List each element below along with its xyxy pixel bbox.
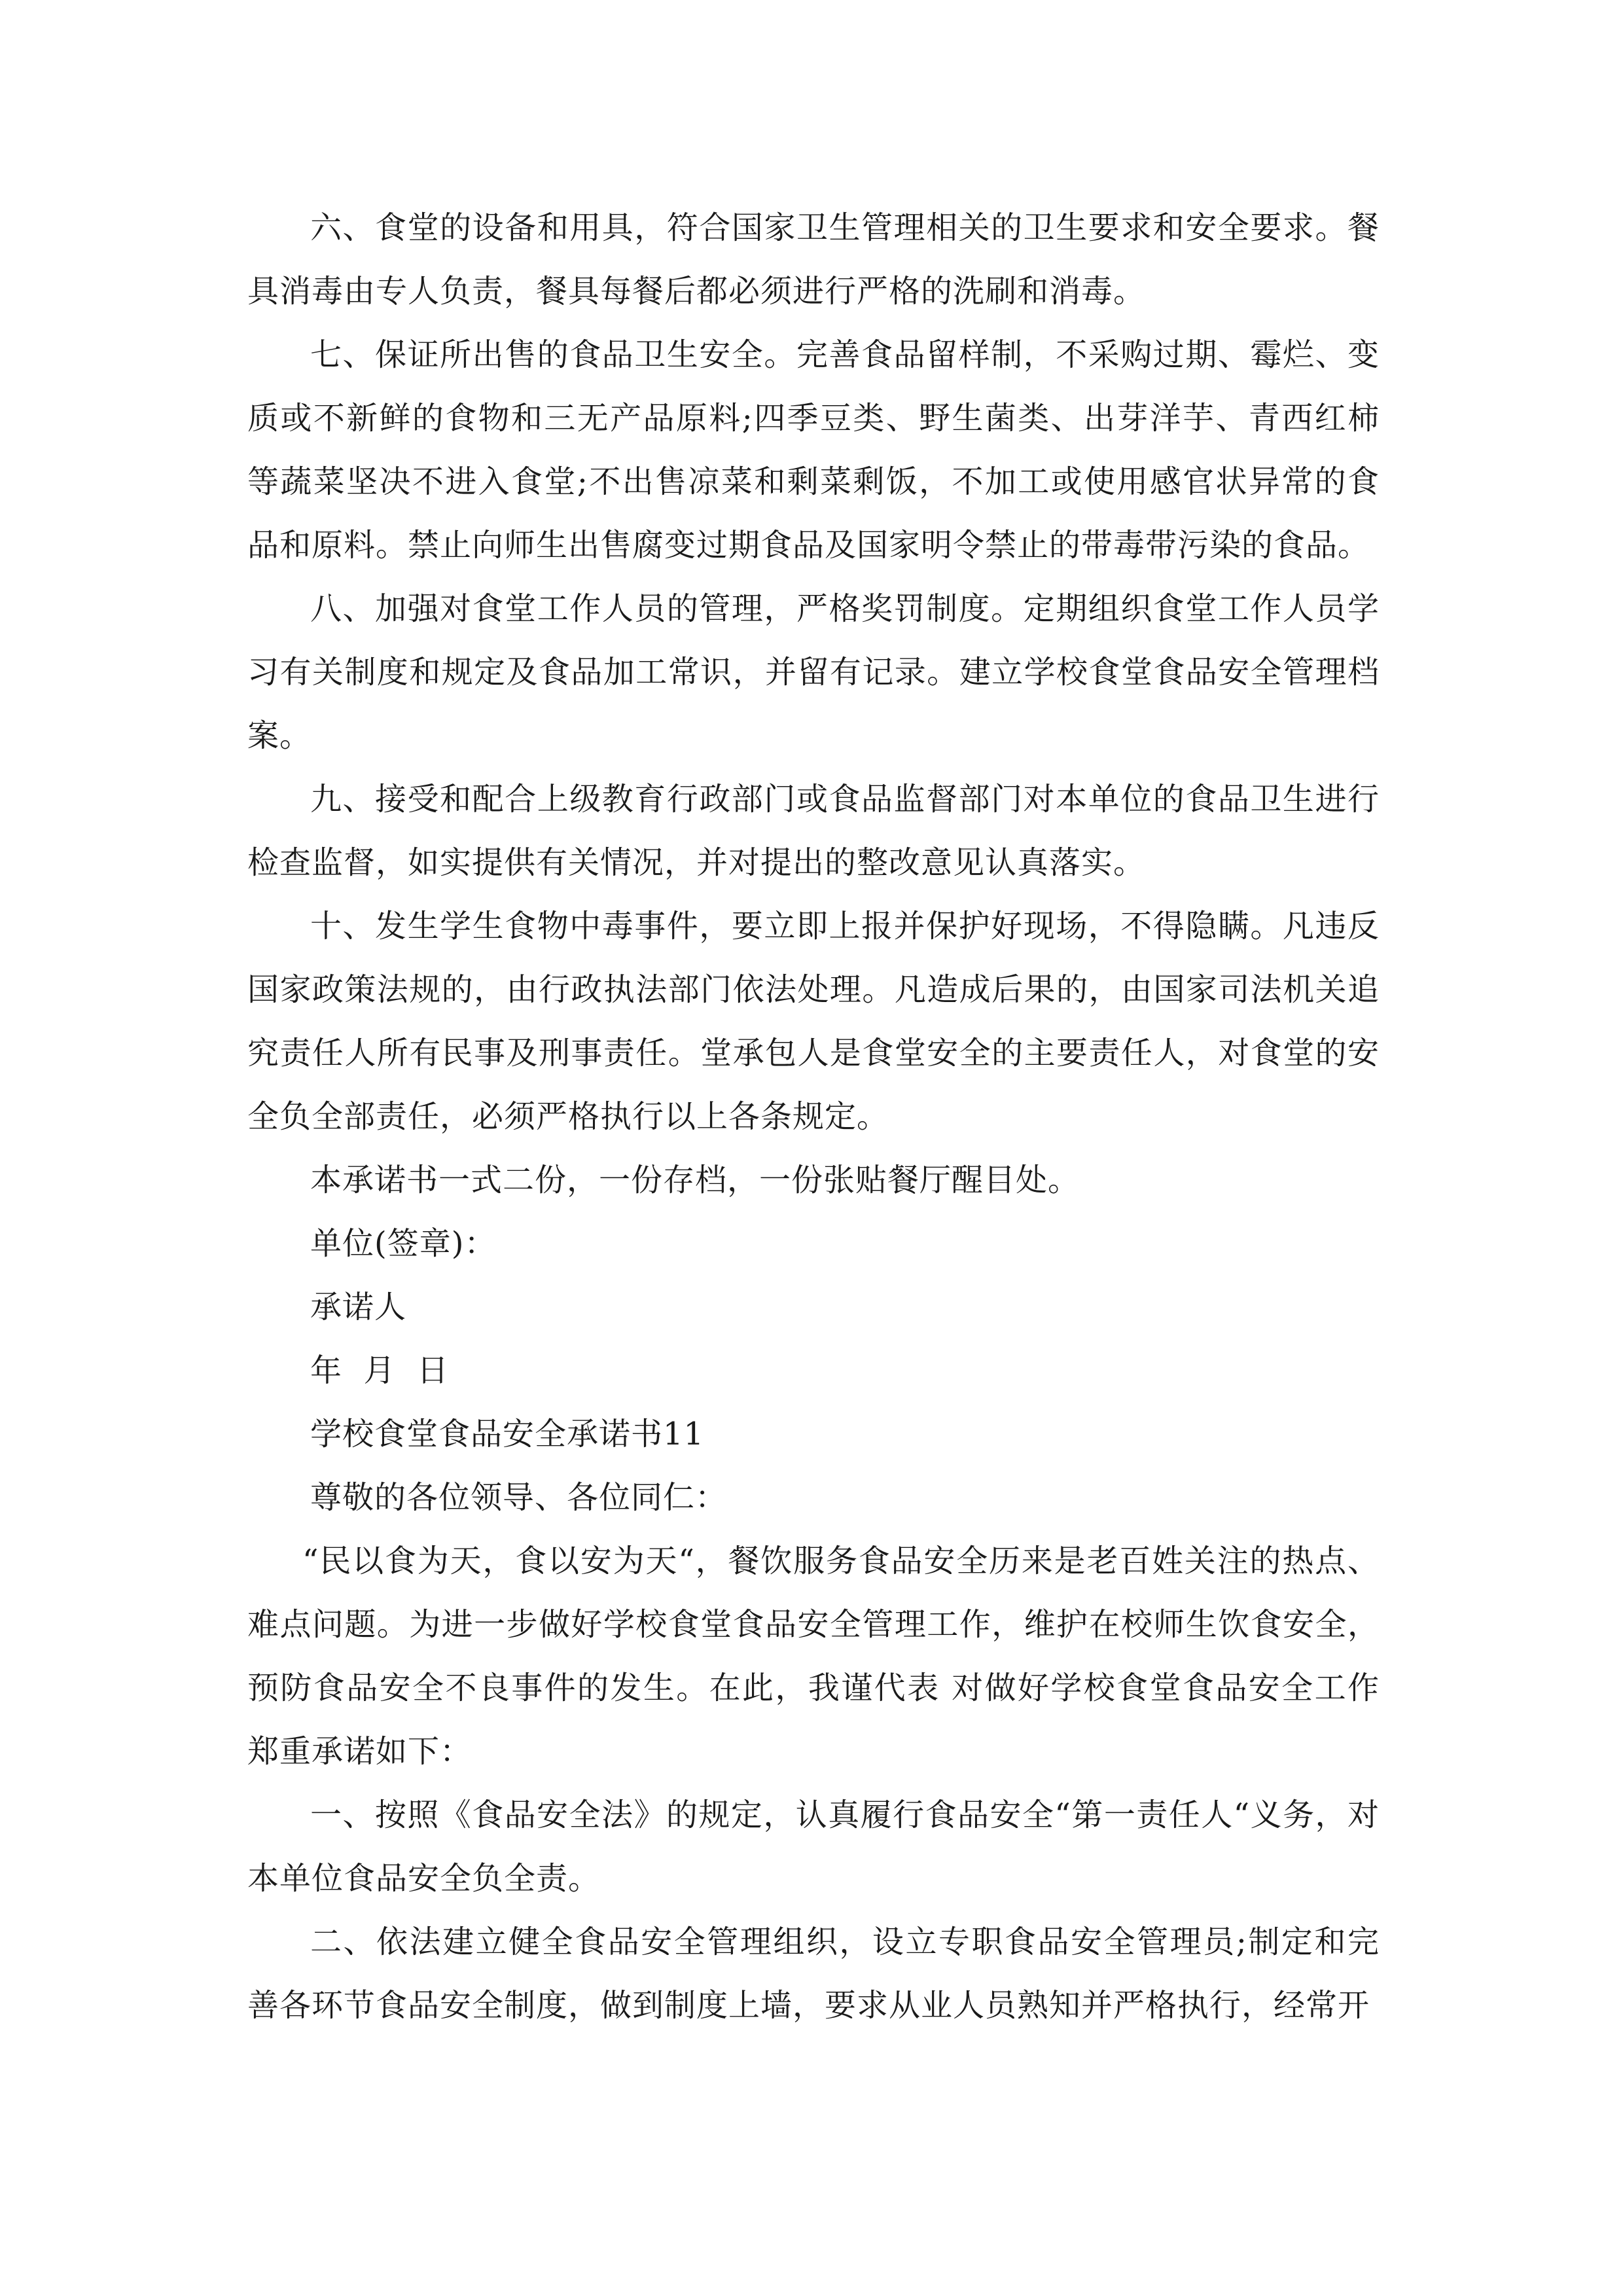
intro-paragraph: “民以食为天，食以安为天“，餐饮服务食品安全历来是老百姓关注的热点、难点问题。为进一步做好学校食堂食品安全管理工作，维护在校师生饮食安全，预防食品安全不良事件的发生。在此，我谨代表 对做好学校食堂食品安全工作郑重承诺如下： [247, 1543, 1380, 1770]
promiser-line: 承诺人 [310, 1289, 407, 1325]
promise-item-2: 二、依法建立健全食品安全管理组织，设立专职食品安全管理员;制定和完善各环节食品安全制度，做到制度上墙，要求从业人员熟知并严格执行，经常开 [247, 1924, 1380, 2024]
unit-seal-line: 单位(签章)： [310, 1225, 497, 1262]
paragraph-item-9: 九、接受和配合上级教育行政部门或食品监督部门对本单位的食品卫生进行检查监督，如实提供有关情况，并对提出的整改意见认真落实。 [247, 781, 1380, 881]
copies-note: 本承诺书一式二份，一份存档，一份张贴餐厅醒目处。 [310, 1162, 1080, 1198]
document-body [247, 196, 1380, 2037]
date-line: 年 月 日 [310, 1352, 450, 1389]
paragraph-item-10: 十、发生学生食物中毒事件，要立即上报并保护好现场，不得隐瞒。凡违反国家政策法规的，由行政执法部门依法处理。凡造成后果的，由国家司法机关追究责任人所有民事及刑事责任。堂承包人是食堂安全的主要责任人，对食堂的安全负全部责任，必须严格执行以上各条规定。 [247, 908, 1380, 1135]
paragraph-item-6: 六、食堂的设备和用具，符合国家卫生管理相关的卫生要求和安全要求。餐具消毒由专人负责，餐具每餐后都必须进行严格的洗刷和消毒。 [247, 209, 1380, 310]
next-document-title: 学校食堂食品安全承诺书11 [310, 1416, 705, 1452]
salutation: 尊敬的各位领导、各位同仁： [310, 1479, 728, 1516]
paragraph-item-7: 七、保证所出售的食品卫生安全。完善食品留样制，不采购过期、霉烂、变质或不新鲜的食物和三无产品原料;四季豆类、野生菌类、出芽洋芋、青西红柿等蔬菜坚决不进入食堂;不出售凉菜和剩菜剩饭，不加工或使用感官状异常的食品和原料。禁止向师生出售腐变过期食品及国家明令禁止的带毒带污染的食品。 [247, 336, 1380, 564]
paragraph-item-8: 八、加强对食堂工作人员的管理，严格奖罚制度。定期组织食堂工作人员学习有关制度和规定及食品加工常识，并留有记录。建立学校食堂食品安全管理档案。 [247, 590, 1380, 754]
promise-item-1: 一、按照《食品安全法》的规定，认真履行食品安全“第一责任人“义务，对本单位食品安全负全责。 [247, 1797, 1380, 1897]
